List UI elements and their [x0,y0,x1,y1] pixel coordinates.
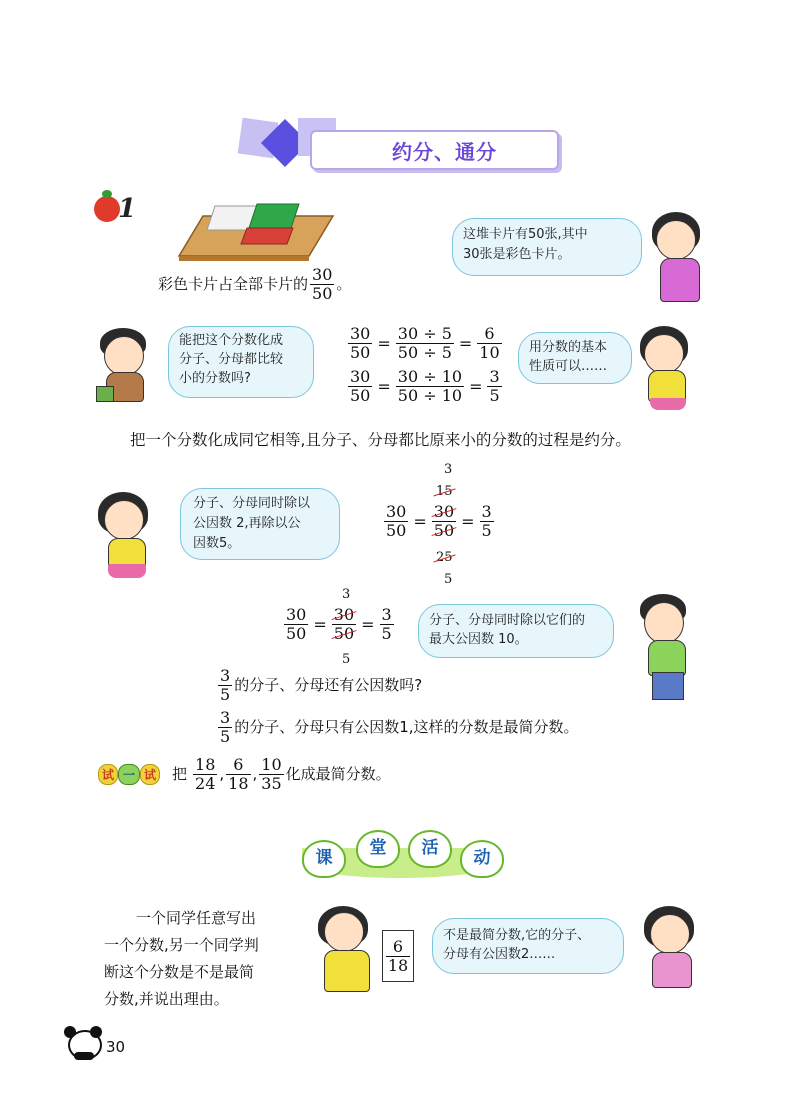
step-bottom-25: 25 [436,550,453,565]
fraction-30-50: $\frac{30}{50}$ [312,265,333,303]
definition-text: 把一个分数化成同它相等,且分子、分母都比原来小的分数的过程是约分。 [130,431,631,449]
step2-bottom-5: 5 [342,652,351,667]
speech-bubble-boy: 能把这个分数化成 分子、分母都比较 小的分数吗? [168,326,314,398]
statement-text: 彩色卡片占全部卡片的 [158,274,309,293]
example-number: 1 [118,194,137,224]
activity-badge-1: 课 [302,840,346,878]
page-number: 30 [106,1038,126,1056]
try-label: 试 一 试 [98,764,160,785]
statement-simplest-fraction: $\frac{3}{5}$ 的分子、分母只有公因数1,这样的分数是最简分数。 [220,708,579,746]
example-marker [94,192,138,224]
equation-divide-by-10: $\frac{30}{50}$ = $\frac{30 \div 10}{50 \div 10}$ = $\frac{3}{5}$ [350,367,500,405]
speech-bubble-girl-right: 用分数的基本 性质可以…… [518,332,632,384]
activity-badge-4: 动 [460,840,504,878]
card-stack-illustration [175,198,335,262]
equation-step2: $\frac{30}{50}$ = $\frac{30}{50}$ = $\frac{3}{5}$ [286,605,392,643]
fraction-card: $\frac{6}{18}$ [382,930,414,982]
speech-bubble-activity: 不是最简分数,它的分子、 分母有公因数2…… [432,918,624,974]
step-top-15: 15 [436,484,453,499]
example-statement: 彩色卡片占全部卡片的 $\frac{30}{50}$ 。 [158,265,352,303]
activity-badge-3: 活 [408,830,452,868]
try-exercise: 把 $\frac{18}{24}$ , $\frac{6}{18}$ , $\frac{10}{35}$ 化成最简分数。 [172,755,391,793]
step-top-3: 3 [444,462,453,477]
speech-bubble-boy-right: 分子、分母同时除以它们的 最大公因数 10。 [418,604,614,658]
page-title: 约分、通分 [392,140,497,164]
equation-step-chain: $\frac{30}{50}$ = $\frac{30}{50}$ = $\frac{3}{5}$ [386,502,492,540]
activity-text: 一个同学任意写出 一个分数,另一个同学判 断这个分数是不是最简 分数,并说出理由。 [104,909,259,1008]
step2-top-3: 3 [342,587,351,602]
step-bottom-5: 5 [444,572,453,587]
activity-badge-2: 堂 [356,830,400,868]
speech-bubble-step: 分子、分母同时除以 公因数 2,再除以公 因数5。 [180,488,340,560]
equation-divide-by-5: $\frac{30}{50}$ = $\frac{30 \div 5}{50 \div 5}$ = $\frac{6}{10}$ [350,324,500,362]
question-common-factor: $\frac{3}{5}$ 的分子、分母还有公因数吗? [220,666,423,704]
speech-bubble-girl-top: 这堆卡片有50张,其中 30张是彩色卡片。 [452,218,642,276]
